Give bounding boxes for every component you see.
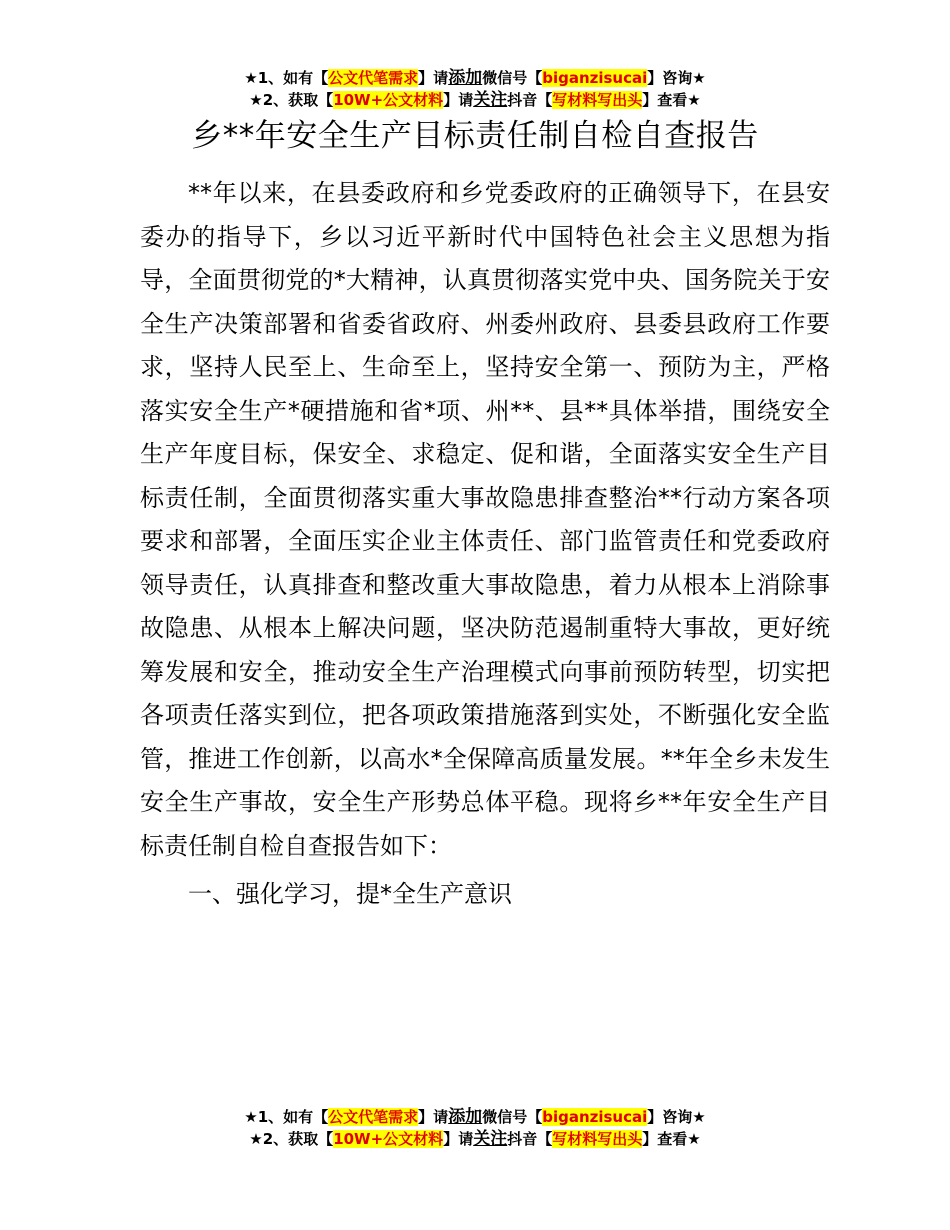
- banner-text: 抖音【: [507, 91, 553, 109]
- highlight-text: 写材料写出头: [552, 1130, 643, 1148]
- underlined-text: 添加: [448, 1107, 483, 1127]
- document-body: [140, 172, 830, 868]
- highlight-text: 公文代笔需求: [328, 1108, 419, 1126]
- banner-text: ★1、如有【: [244, 1108, 329, 1126]
- highlight-text: 公文代笔需求: [328, 69, 419, 87]
- banner-text: ★2、获取【: [249, 1130, 334, 1148]
- highlight-text: biganzisucai: [542, 1108, 648, 1126]
- banner-text: 】请: [443, 1130, 474, 1148]
- banner-text: 】请: [418, 69, 449, 87]
- highlight-text: 10W+公文材料: [333, 1130, 444, 1148]
- banner-line-2: [0, 89, 950, 111]
- banner-text: 】查看★: [642, 91, 701, 109]
- section-heading: 一、强化学习，提*全生产意识: [188, 880, 512, 908]
- banner-text: 微信号【: [482, 69, 543, 87]
- highlight-text: biganzisucai: [542, 69, 648, 87]
- banner-text: 】咨询★: [647, 1108, 706, 1126]
- banner-text: 微信号【: [482, 1108, 543, 1126]
- footer-banner: [0, 1106, 950, 1150]
- banner-text: 】请: [443, 91, 474, 109]
- banner-text: 】咨询★: [647, 69, 706, 87]
- underlined-text: 关注: [473, 1129, 508, 1149]
- banner-text: ★2、获取【: [249, 91, 334, 109]
- banner-line-1: [0, 1106, 950, 1128]
- highlight-text: 10W+公文材料: [333, 91, 444, 109]
- underlined-text: 关注: [473, 90, 508, 110]
- body-paragraph: **年以来，在县委政府和乡党委政府的正确领导下，在县安委办的指导下，乡以习近平新时代中国特色社会主义思想为指导，全面贯彻党的*大精神，认真贯彻落实党中央、国务院关于安全生产决策部署和省委省政府、州委州政府、县委县政府工作要求，坚持人民至上、生命至上，坚持安全第一、预防为主，严格落实安全生产*硬措施和省*项、州**、县**具体举措，围绕安全生产年度目标，保安全、求稳定、促和谐，全面落实安全生产目标责任制，全面贯彻落实重大事故隐患排查整治**行动方案各项要求和部署，全面压实企业主体责任、部门监管责任和党委政府领导责任，认真排查和整改重大事故隐患，着力从根本上消除事故隐患、从根本上解决问题，坚决防范遏制重特大事故，更好统筹发展和安全，推动安全生产治理模式向事前预防转型，切实把各项责任落实到位，把各项政策措施落到实处，不断强化安全监管，推进工作创新，以高水*全保障高质量发展。**年全乡未发生安全生产事故，安全生产形势总体平稳。现将乡**年安全生产目标责任制自检自查报告如下：: [140, 179, 830, 860]
- banner-text: 抖音【: [507, 1130, 553, 1148]
- underlined-text: 添加: [448, 68, 483, 88]
- banner-line-1: [0, 67, 950, 89]
- banner-text: ★1、如有【: [244, 69, 329, 87]
- document-title: 乡**年安全生产目标责任制自检自查报告: [191, 118, 759, 154]
- highlight-text: 写材料写出头: [552, 91, 643, 109]
- banner-text: 】查看★: [642, 1130, 701, 1148]
- banner-text: 】请: [418, 1108, 449, 1126]
- banner-line-2: [0, 1128, 950, 1150]
- header-banner: [0, 67, 950, 111]
